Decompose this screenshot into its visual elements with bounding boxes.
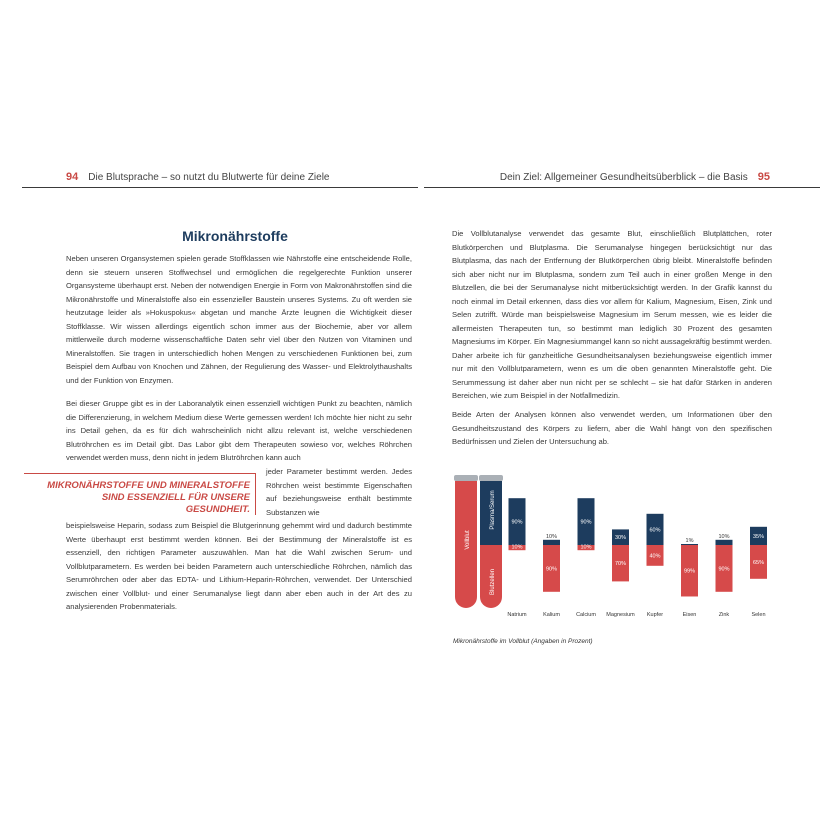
left-page-header [66, 171, 330, 183]
paragraph: Bei dieser Gruppe gibt es in der Laboranalytik einen essenziell wichtigen Punkt zu beachten, nämlich die Differenzierung, in welchem Medium diese Werte gemessen werden! Ich möchte hier nicht zu sehr ins Detail gehen, da es für dich wahrscheinlich nicht allzu relevant ist, welche verschiedenen Blutröhrchen es im Detail gibt. Das Labor gibt dem Therapeuten sowieso vor, welches Röhrchen verwendet werden muss, denn nicht in jedem Blutröhrchen kann auch [66, 399, 412, 462]
category-label: Selen [751, 612, 766, 618]
left-page-number: 94 [66, 171, 79, 183]
value-label-plasma: 90% [580, 519, 592, 526]
value-label-cells: 10% [511, 544, 523, 551]
category-label: Kalium [543, 612, 560, 618]
value-label-plasma: 1% [685, 538, 694, 544]
tube-label-whole: Vollblut [465, 530, 471, 550]
paragraph: Neben unseren Organsystemen spielen gerade Stoffklassen wie Nährstoffe eine entscheidende Rolle, denn sie steuern unseren Stoffwechsel und ermöglichen die regelgerechte Funktion unserer Organsysteme überhaupt erst. Neben der notwendigen Energie in Form von Makronährstoffen sind die Mikronährstoffe und Mineralstoffe also ein essenzieller Baustein unseres Systems. Zu oft werden sie heutzutage leider als »Hokuspokus« abgetan und manche Ärzte leugnen die Wichtigkeit dieser Stoffklasse. Wir wissen allerdings eigentlich schon immer aus der Biochemie, aber vor allem mittlerweile durch moderne wissenschaftliche Daten sehr viel über den Nutzen von Vitaminen und Mineralstoffen. Sie tragen in unterschiedlich hohen Mengen zu verschiedenen Funktionen bei, zum Beispiel dem Aufbau von Knochen und Zähnen, der Regulierung des Wasser- und Elektrolythaushalts und der Funktion von Enzymen. [66, 254, 412, 385]
value-label-cells: 10% [580, 544, 592, 551]
left-running-title: Die Blutsprache – so nutzt du Blutwerte für deine Ziele [88, 172, 330, 183]
value-label-plasma: 90% [511, 519, 523, 526]
section-heading: Mikronährstoffe [182, 228, 288, 244]
value-label-cells: 65% [752, 559, 765, 566]
chart-caption: Mikronährstoffe im Vollblut (Angaben in Prozent) [453, 638, 593, 645]
separated-tube-cap [479, 475, 503, 481]
value-label-plasma: 35% [752, 533, 765, 540]
value-label-cells: 70% [614, 561, 627, 568]
category-label: Calcium [576, 612, 596, 618]
bar-plasma-eisen [681, 544, 698, 545]
value-label-plasma: 60% [649, 527, 661, 534]
category-label: Magnesium [606, 612, 635, 618]
value-label-cells: 90% [545, 566, 558, 573]
tube-label-plasma: Plasma/Serum [490, 490, 496, 530]
right-page-number: 95 [757, 171, 770, 183]
paragraph: beispielsweise Heparin, sodass zum Beispiel die Blutgerinnung gehemmt wird und dadurch bestimmte Werte überhaupt erst bestimmt werden können. Bei der Bestimmung der Mineralstoffe ist es essenziell, den richtigen Parameter auszuwählen. Man hat die Wahl zwischen Serum- und Vollblutparametern. Es werden bei beiden Parametern auch unterschiedliche Röhrchen, nämlich das Serumröhrchen oder aber das EDTA- und Lithium-Heparin-Röhrchen, verwendet. Der Unterschied zwischen einer Vollblut- und einer Serumanalyse liegt dann aber eben auch in der Art des zu analysierenden Probenmaterials. [66, 521, 412, 611]
right-header-rule [424, 187, 820, 188]
paragraph: Beide Arten der Analysen können also verwendet werden, um Informationen über den Gesundheitszustand des Körpers zu liefern, aber die Wahl hängt von den spezifischen Bedürfnissen und Zielen der Untersuchung ab. [452, 410, 772, 446]
value-label-plasma: 10% [718, 533, 730, 540]
mineral-distribution-chart [445, 470, 775, 628]
paragraph: jeder Parameter bestimmt werden. Jedes Röhrchen weist bestimmte Eigenschaften auf beziehungsweise enthält bestimmte Substanzen wie [266, 467, 412, 517]
value-label-plasma: 10% [545, 533, 558, 540]
value-label-cells: 99% [683, 568, 696, 575]
category-label: Natrium [507, 612, 527, 618]
category-label: Eisen [682, 612, 697, 618]
category-label: Zink [718, 612, 730, 618]
tube-label-cells: Blutzellen [490, 568, 496, 596]
paragraph: Die Vollblutanalyse verwendet das gesamte Blut, einschließlich Blutplättchen, roter Blutkörperchen und Blutplasma. Die Serumanalyse hingegen berücksichtigt nur das Blutplasma, das nach der Entfernung der Blutkörperchen übrig bleibt. Mineralstoffe befinden sich aber nicht nur im Blutplasma, sondern zum Teil auch in einer großen Menge in den Blutzellen, die bei der Serumanalyse nicht mitberücksichtigt werden. In der Grafik kannst du noch einmal im Detail erkennen, dass dies vor allem für Kalium, Magnesium, Eisen, Zink und Selen zutrifft. Würde man beispielsweise Magnesium im Serum messen, wie es leider die allermeisten Therapeuten tun, so bestimmt man lediglich 30 Prozent des gesamten Magnesiums im Körper. Ein Magnesiummangel kann so nicht aussagekräftig bestimmt werden. Daher arbeite ich für ganzheitliche Gesundheitsanalysen beziehungsweise eigentlich immer nur mit den Vollblutparametern, wenn es um die oben genannten Mineralstoffe geht. Die Serummessung ist daher aber nun nicht per se schlecht – sie hat dafür Stärken in anderen Bereichen, wie zum Beispiel in der Notfallmedizin. [452, 229, 772, 400]
right-page-header [500, 171, 770, 183]
whole-blood-tube-cap [454, 475, 478, 481]
bar-plasma-zink [716, 540, 733, 545]
value-label-cells: 90% [718, 566, 730, 573]
pull-quote: MIKRONÄHRSTOFFE UND MINERALSTOFFE SIND ESSENZIELL FÜR UNSERE GESUNDHEIT. [47, 480, 250, 515]
right-running-title: Dein Ziel: Allgemeiner Gesundheitsüberblick – die Basis [499, 172, 748, 183]
value-label-cells: 40% [649, 553, 661, 560]
category-label: Kupfer [646, 612, 664, 618]
left-header-rule [22, 187, 418, 188]
value-label-plasma: 30% [614, 535, 627, 542]
bar-plasma-kalium [543, 540, 560, 545]
